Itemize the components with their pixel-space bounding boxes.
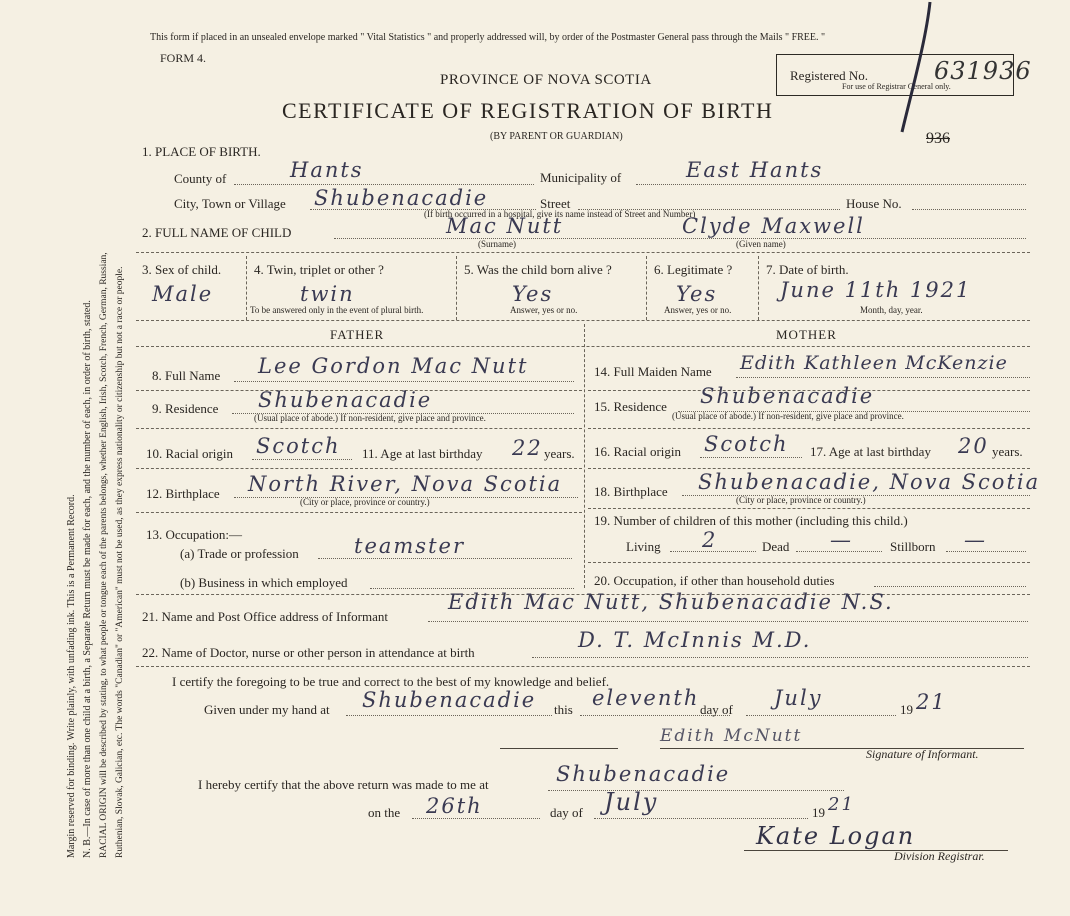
mother-birthplace-label: 18. Birthplace [594, 484, 668, 499]
given-year-prefix: 19 [900, 702, 913, 717]
mother-birthplace-note: (City or place, province or country.) [736, 495, 866, 505]
hospital-note: (If birth occurred in a hospital, give its name instead of Street and Number) [424, 209, 696, 219]
legitimate-value: Yes [676, 282, 718, 306]
mother-living-value: 2 [702, 528, 718, 552]
margin-note-separate-return: N. B.—In case of more than one child at a birth, a Separate Return must be made for each, and the number of each, in order of birth, stated. [82, 300, 93, 858]
pen-stroke-mark [890, 0, 940, 140]
margin-note-racial-origin: RACIAL ORIGIN will be described by stating, to what people or tongue each of the parents belongs, whether English, Irish, Scotch, French, German, Russian, [99, 252, 109, 858]
father-birthplace-note: (City or place, province or country.) [300, 497, 430, 507]
father-residence-note: (Usual place of abode.) If non-resident, give place and province. [254, 413, 486, 423]
mother-children-label: 19. Number of children of this mother (including this child.) [594, 513, 908, 528]
mother-birthplace-value: Shubenacadie, Nova Scotia [698, 470, 1041, 494]
doctor-value: D. T. McInnis M.D. [578, 628, 812, 652]
registrar-caption: Division Registrar. [894, 849, 985, 863]
informant-value: Edith Mac Nutt, Shubenacadie N.S. [448, 590, 894, 614]
father-trade-value: teamster [354, 534, 465, 558]
sex-value: Male [152, 282, 214, 306]
house-number-label: House No. [846, 196, 902, 211]
child-surname: Mac Nutt [446, 214, 564, 238]
return-year-value: 21 [828, 794, 855, 815]
county-label: County of [174, 171, 227, 186]
return-place-value: Shubenacadie [556, 762, 731, 786]
father-residence-label: 9. Residence [152, 401, 219, 416]
informant-signature-caption: Signature of Informant. [866, 747, 979, 761]
return-day-value: 26th [426, 794, 483, 818]
legitimate-label: 6. Legitimate ? [654, 262, 733, 277]
given-month-value: July [774, 686, 823, 710]
mother-stillborn-value: — [964, 528, 987, 552]
twin-note: To be answered only in the event of plural birth. [250, 305, 424, 315]
father-residence-value: Shubenacadie [258, 388, 433, 412]
mother-years-label: years. [992, 444, 1023, 459]
city-value: Shubenacadie [314, 186, 489, 210]
form-number: FORM 4. [160, 51, 207, 65]
date-of-birth-label: 7. Date of birth. [766, 262, 849, 277]
father-age-value: 22 [512, 436, 543, 460]
doctor-label: 22. Name of Doctor, nurse or other person in attendance at birth [142, 645, 475, 660]
date-of-birth-note: Month, day, year. [860, 305, 923, 315]
child-given-name: Clyde Maxwell [682, 214, 865, 238]
father-business-label: (b) Business in which employed [180, 575, 348, 590]
mother-heading: MOTHER [776, 327, 837, 342]
surname-caption: (Surname) [478, 239, 516, 249]
child-name-label: 2. FULL NAME OF CHILD [142, 225, 292, 240]
mother-name-value: Edith Kathleen McKenzie [740, 352, 1008, 374]
return-year-prefix: 19 [812, 805, 825, 820]
father-trade-label: (a) Trade or profession [180, 546, 299, 561]
informant-label: 21. Name and Post Office address of Informant [142, 609, 388, 624]
mail-notice: This form if placed in an unsealed envelope marked " Vital Statistics " and properly addressed will, by order of the Postmaster General pass through the Mails " FREE. " [150, 32, 826, 43]
father-heading: FATHER [330, 327, 385, 342]
return-day-of-label: day of [550, 805, 583, 820]
province-heading: PROVINCE OF NOVA SCOTIA [440, 72, 652, 88]
sex-label: 3. Sex of child. [142, 262, 222, 277]
county-value: Hants [290, 158, 364, 182]
mother-dead-value: — [830, 528, 853, 552]
given-day-value: eleventh [592, 686, 700, 710]
father-age-label: 11. Age at last birthday [362, 446, 483, 461]
this-label: this [554, 702, 573, 717]
father-birthplace-label: 12. Birthplace [146, 486, 220, 501]
certificate-subtitle: (BY PARENT OR GUARDIAN) [490, 131, 623, 142]
father-name-value: Lee Gordon Mac Nutt [258, 354, 529, 378]
father-years-label: years. [544, 446, 575, 461]
given-year-value: 21 [916, 690, 947, 714]
mother-age-label: 17. Age at last birthday [810, 444, 931, 459]
father-racial-value: Scotch [256, 434, 341, 458]
born-alive-value: Yes [512, 282, 554, 306]
certify-statement: I certify the foregoing to be true and correct to the best of my knowledge and belief. [172, 674, 610, 689]
mother-residence-value: Shubenacadie [700, 384, 875, 408]
margin-note-binding: Margin reserved for binding. Write plainly, with unfading ink. This is a Permanent Record. [66, 494, 77, 858]
given-place-value: Shubenacadie [362, 688, 537, 712]
twin-label: 4. Twin, triplet or other ? [254, 262, 384, 277]
certificate-title: CERTIFICATE OF REGISTRATION OF BIRTH [282, 98, 774, 123]
on-the-label: on the [368, 805, 401, 820]
return-made-label: I hereby certify that the above return was made to me at [198, 777, 489, 792]
registrar-signature: Kate Logan [756, 822, 916, 850]
street-label: Street [540, 196, 571, 211]
given-day-of-label: day of [700, 702, 733, 717]
father-racial-label: 10. Racial origin [146, 446, 234, 461]
father-birthplace-value: North River, Nova Scotia [248, 472, 563, 496]
mother-racial-value: Scotch [704, 432, 789, 456]
city-label: City, Town or Village [174, 196, 286, 211]
legitimate-note: Answer, yes or no. [664, 305, 732, 315]
municipality-label: Municipality of [540, 170, 622, 185]
mother-age-value: 20 [958, 434, 989, 458]
born-alive-note: Answer, yes or no. [510, 305, 578, 315]
registrar-general-note: For use of Registrar General only. [842, 82, 951, 91]
return-month-value: July [604, 788, 659, 816]
municipality-value: East Hants [686, 158, 824, 182]
mother-stillborn-label: Stillborn [890, 539, 936, 554]
father-name-label: 8. Full Name [152, 368, 221, 383]
mother-racial-label: 16. Racial origin [594, 444, 682, 459]
margin-note-nationality: Ruthenian, Slovak, Galician, etc. The words "Canadian" or "American" must not be used, as they express nationality or citizenship but not a race or people. [115, 266, 125, 858]
mother-residence-note: (Usual place of abode.) If non-resident, give place and province. [672, 411, 904, 421]
registered-label: Registered No. [790, 68, 868, 83]
mother-name-label: 14. Full Maiden Name [594, 364, 712, 379]
mother-dead-label: Dead [762, 539, 790, 554]
informant-signature: Edith McNutt [660, 726, 803, 746]
date-of-birth-value: June 11th 1921 [780, 278, 972, 302]
given-under-label: Given under my hand at [204, 702, 330, 717]
mother-living-label: Living [626, 539, 661, 554]
place-heading: 1. PLACE OF BIRTH. [142, 144, 261, 159]
mother-occupation-label: 20. Occupation, if other than household duties [594, 573, 835, 588]
father-occupation-label: 13. Occupation:— [146, 527, 243, 542]
registered-number: 631936 [934, 57, 1032, 85]
born-alive-label: 5. Was the child born alive ? [464, 262, 612, 277]
twin-value: twin [300, 282, 355, 306]
old-number: 936 [926, 130, 950, 147]
given-name-caption: (Given name) [736, 239, 786, 249]
mother-residence-label: 15. Residence [594, 399, 667, 414]
